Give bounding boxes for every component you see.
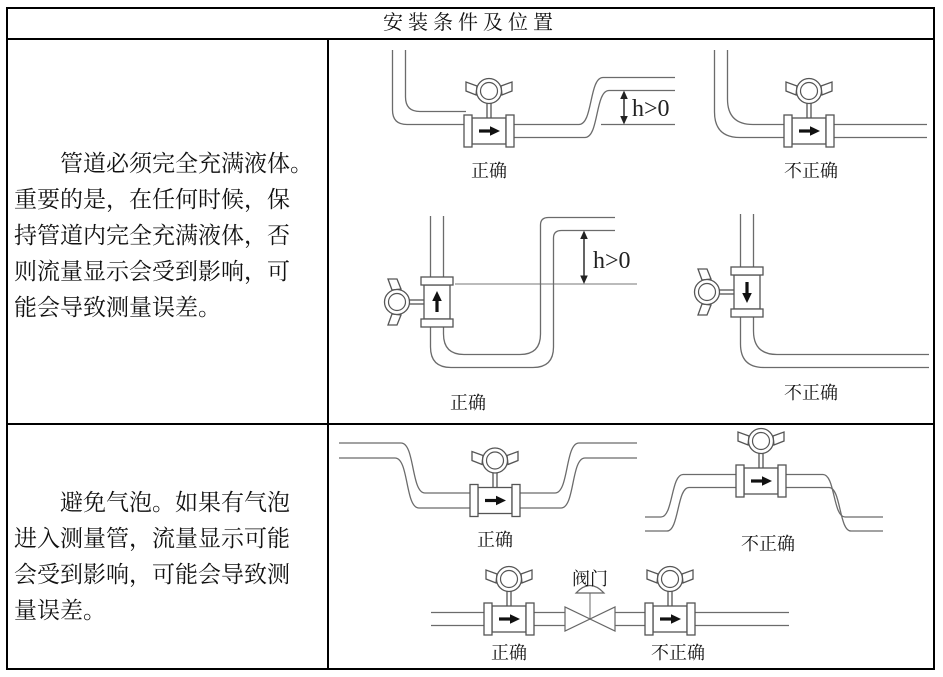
caption-incorrect: 不正确 bbox=[784, 383, 838, 403]
caption-correct: 正确 bbox=[450, 393, 486, 413]
text-line: 持管道内完全充满液体，否 bbox=[14, 223, 290, 248]
diagram-vertical-up-correct bbox=[337, 206, 659, 418]
text-line: 会受到影响，可能会导致测 bbox=[14, 562, 290, 587]
text-line: 则流量显示会受到影响，可 bbox=[14, 259, 290, 284]
text-line: 重要的是，在任何时候，保 bbox=[14, 187, 290, 212]
flowmeter-icon bbox=[784, 79, 834, 148]
height-annotation: h>0 bbox=[632, 96, 670, 122]
installation-table bbox=[6, 7, 935, 670]
height-dimension-arrow bbox=[620, 91, 628, 125]
flowmeter-icon bbox=[470, 448, 520, 517]
diagram-low-point-correct bbox=[337, 433, 639, 563]
caption-correct: 正确 bbox=[477, 530, 513, 550]
caption-correct: 正确 bbox=[471, 161, 507, 181]
caption-incorrect: 不正确 bbox=[651, 643, 705, 663]
text-line: 避免气泡。如果有气泡 bbox=[60, 490, 290, 515]
flowmeter-icon bbox=[695, 267, 764, 317]
flowmeter-icon bbox=[385, 277, 454, 327]
note-cell-avoid-bubbles bbox=[8, 425, 329, 668]
table-row-avoid-bubbles bbox=[8, 425, 933, 668]
pipes bbox=[741, 214, 930, 368]
diagram-horizontal-run-correct bbox=[339, 46, 679, 186]
diagram-vertical-down-incorrect bbox=[681, 212, 933, 410]
caption-correct: 正确 bbox=[491, 643, 527, 663]
caption-incorrect: 不正确 bbox=[784, 161, 838, 181]
flowmeter-icon bbox=[736, 429, 786, 498]
table-row-full-pipe bbox=[8, 40, 933, 425]
flowmeter-icon bbox=[484, 567, 534, 636]
height-annotation: h>0 bbox=[593, 248, 631, 274]
diagram-cell-avoid-bubbles bbox=[329, 425, 933, 668]
note-cell-full-pipe bbox=[8, 40, 329, 423]
diagram-cell-full-pipe bbox=[329, 40, 933, 423]
flowmeter-icon bbox=[464, 79, 514, 148]
text-line: 进入测量管，流量显示可能 bbox=[14, 526, 290, 551]
text-line: 管道必须完全充满液体。 bbox=[60, 151, 313, 176]
height-dimension-arrow bbox=[580, 231, 588, 285]
valve-icon bbox=[565, 586, 615, 632]
diagram-horizontal-run-incorrect bbox=[689, 46, 929, 186]
caption-incorrect: 不正确 bbox=[741, 534, 795, 554]
valve-label: 阀门 bbox=[572, 569, 608, 589]
flowmeter-icon bbox=[645, 567, 695, 636]
text-line: 量误差。 bbox=[14, 598, 106, 623]
diagram-high-point-incorrect bbox=[643, 425, 933, 561]
table-title: 安装条件及位置 bbox=[8, 9, 933, 40]
diagram-valve-line bbox=[429, 565, 809, 665]
text-line: 能会导致测量误差。 bbox=[14, 295, 221, 320]
